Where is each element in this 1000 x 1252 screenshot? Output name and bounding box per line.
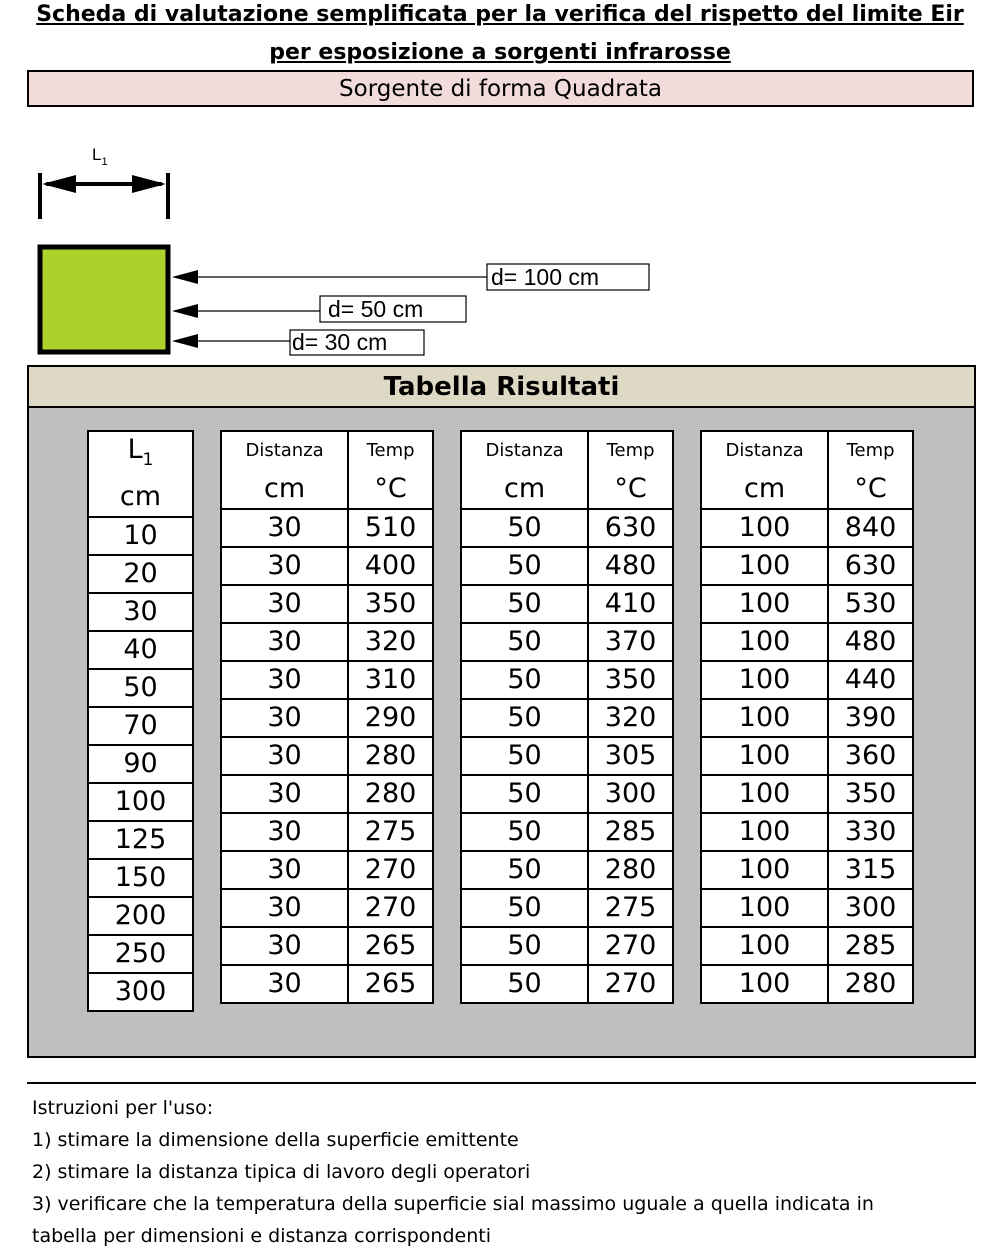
distance-cell: 30 <box>221 965 348 1003</box>
table-row <box>88 859 193 897</box>
distance-cell: 50 <box>461 851 588 889</box>
l1-cell: 90 <box>88 745 193 783</box>
table-row <box>461 851 673 889</box>
temperature-cell: 285 <box>828 927 913 965</box>
temperature-cell: 265 <box>348 965 433 1003</box>
distance-cell: 50 <box>461 585 588 623</box>
l1-cell: 50 <box>88 669 193 707</box>
distance-cell: 30 <box>221 547 348 585</box>
table-row <box>88 593 193 631</box>
table-row <box>701 623 913 661</box>
table-row <box>461 889 673 927</box>
table-row <box>461 509 673 547</box>
distance-cell: 50 <box>461 623 588 661</box>
table-row <box>221 813 433 851</box>
temperature-cell: 840 <box>828 509 913 547</box>
distance-header: Distanza <box>221 431 348 470</box>
distance-header: Distanza <box>461 431 588 470</box>
table-row <box>701 889 913 927</box>
temperature-cell: 280 <box>348 737 433 775</box>
temperature-cell: 290 <box>348 699 433 737</box>
table-row <box>701 585 913 623</box>
l1-cell: 150 <box>88 859 193 897</box>
temperature-cell: 300 <box>588 775 673 813</box>
temperature-cell: 530 <box>828 585 913 623</box>
temperature-cell: 390 <box>828 699 913 737</box>
distance-unit-header: cm <box>701 470 828 509</box>
results-panel <box>27 365 976 1058</box>
temperature-cell: 410 <box>588 585 673 623</box>
temperature-cell: 480 <box>588 547 673 585</box>
temperature-cell: 270 <box>348 851 433 889</box>
distance-unit-header: cm <box>461 470 588 509</box>
l1-cell: 100 <box>88 783 193 821</box>
l1-table <box>87 430 194 1012</box>
table-row <box>461 585 673 623</box>
temperature-cell: 370 <box>588 623 673 661</box>
distance-arrowhead-50 <box>172 304 198 318</box>
temperature-cell: 315 <box>828 851 913 889</box>
distance-cell: 100 <box>701 965 828 1003</box>
distance-unit-header: cm <box>221 470 348 509</box>
distance-cell: 50 <box>461 889 588 927</box>
temp-unit-header: °C <box>588 470 673 509</box>
distance-cell: 30 <box>221 661 348 699</box>
distance-cell: 100 <box>701 889 828 927</box>
results-group-50 <box>460 430 674 1004</box>
table-row <box>88 783 193 821</box>
table-row <box>221 699 433 737</box>
temperature-cell: 285 <box>588 813 673 851</box>
table-row <box>701 813 913 851</box>
instruction-step: 3) verificare che la temperatura della superficie sial massimo uguale a quella indicata in <box>32 1193 874 1215</box>
distance-cell: 50 <box>461 699 588 737</box>
distance-cell: 100 <box>701 927 828 965</box>
table-row <box>221 889 433 927</box>
distance-cell: 30 <box>221 889 348 927</box>
table-row <box>88 517 193 555</box>
distance-cell: 100 <box>701 813 828 851</box>
distance-cell: 100 <box>701 775 828 813</box>
table-row <box>221 623 433 661</box>
table-row <box>88 631 193 669</box>
table-row <box>701 509 913 547</box>
distance-arrowhead-100 <box>172 270 198 284</box>
temperature-cell: 280 <box>828 965 913 1003</box>
distance-cell: 100 <box>701 585 828 623</box>
table-row <box>221 927 433 965</box>
table-row <box>88 821 193 859</box>
temperature-cell: 630 <box>588 509 673 547</box>
table-row <box>221 965 433 1003</box>
temperature-cell: 400 <box>348 547 433 585</box>
distance-cell: 30 <box>221 699 348 737</box>
distance-cell: 100 <box>701 851 828 889</box>
l1-header: $L_1$ <box>88 431 193 478</box>
distance-cell: 50 <box>461 547 588 585</box>
distance-cell: 50 <box>461 813 588 851</box>
table-row <box>701 699 913 737</box>
table-row <box>701 547 913 585</box>
distance-cell: 30 <box>221 775 348 813</box>
table-row <box>461 623 673 661</box>
temperature-cell: 350 <box>588 661 673 699</box>
source-shape-subtitle <box>27 70 974 107</box>
temperature-cell: 275 <box>348 813 433 851</box>
distance-cell: 30 <box>221 813 348 851</box>
temp-header: Temp <box>828 431 913 470</box>
temperature-cell: 510 <box>348 509 433 547</box>
distance-cell: 30 <box>221 927 348 965</box>
table-row <box>461 547 673 585</box>
distance-cell: 100 <box>701 737 828 775</box>
distance-header: Distanza <box>701 431 828 470</box>
table-row <box>221 661 433 699</box>
results-heading: Tabella Risultati <box>29 367 974 408</box>
dimension-arrowhead-left <box>42 175 76 193</box>
l1-cell: 300 <box>88 973 193 1011</box>
temperature-cell: 320 <box>348 623 433 661</box>
instruction-step: tabella per dimensioni e distanza corrispondenti <box>32 1225 491 1247</box>
table-row <box>221 851 433 889</box>
table-row <box>88 745 193 783</box>
table-row <box>701 927 913 965</box>
temperature-cell: 350 <box>348 585 433 623</box>
table-row <box>461 965 673 1003</box>
l1-unit-header: cm <box>88 478 193 517</box>
distance-label-30: d= 30 cm <box>292 329 388 355</box>
table-row <box>221 547 433 585</box>
side-length-label: $L_1$ <box>92 145 108 168</box>
table-row <box>88 973 193 1011</box>
source-diagram <box>0 130 700 365</box>
table-row <box>461 775 673 813</box>
distance-cell: 30 <box>221 623 348 661</box>
table-row <box>461 661 673 699</box>
temperature-cell: 270 <box>588 927 673 965</box>
temperature-cell: 280 <box>588 851 673 889</box>
distance-cell: 100 <box>701 661 828 699</box>
l1-cell: 250 <box>88 935 193 973</box>
temperature-cell: 310 <box>348 661 433 699</box>
document-title-line-1: Scheda di valutazione semplificata per la verifica del rispetto del limite Eir <box>36 2 964 27</box>
distance-cell: 30 <box>221 851 348 889</box>
distance-label-50: d= 50 cm <box>328 296 424 322</box>
table-row <box>701 851 913 889</box>
temperature-cell: 630 <box>828 547 913 585</box>
distance-cell: 30 <box>221 737 348 775</box>
table-row <box>701 965 913 1003</box>
temperature-cell: 270 <box>588 965 673 1003</box>
table-row <box>88 897 193 935</box>
distance-label-100: d= 100 cm <box>491 264 600 290</box>
table-row <box>88 935 193 973</box>
instructions-heading: Istruzioni per l'uso: <box>32 1097 214 1119</box>
table-row <box>701 775 913 813</box>
l1-cell: 30 <box>88 593 193 631</box>
temperature-cell: 350 <box>828 775 913 813</box>
temp-unit-header: °C <box>828 470 913 509</box>
results-group-30 <box>220 430 434 1004</box>
distance-cell: 100 <box>701 547 828 585</box>
distance-cell: 30 <box>221 509 348 547</box>
distance-cell: 100 <box>701 699 828 737</box>
results-group-100 <box>700 430 914 1004</box>
l1-cell: 40 <box>88 631 193 669</box>
distance-cell: 100 <box>701 509 828 547</box>
distance-arrowhead-30 <box>172 334 198 348</box>
table-row <box>461 813 673 851</box>
temperature-cell: 300 <box>828 889 913 927</box>
temp-unit-header: °C <box>348 470 433 509</box>
temperature-cell: 275 <box>588 889 673 927</box>
instruction-step: 2) stimare la distanza tipica di lavoro degli operatori <box>32 1161 531 1183</box>
temp-header: Temp <box>348 431 433 470</box>
distance-cell: 50 <box>461 737 588 775</box>
table-row <box>88 669 193 707</box>
dimension-arrowhead-right <box>132 175 166 193</box>
temperature-cell: 320 <box>588 699 673 737</box>
distance-cell: 50 <box>461 927 588 965</box>
table-row <box>221 737 433 775</box>
temperature-cell: 280 <box>348 775 433 813</box>
l1-cell: 200 <box>88 897 193 935</box>
distance-cell: 50 <box>461 775 588 813</box>
distance-cell: 50 <box>461 509 588 547</box>
table-row <box>461 737 673 775</box>
square-source <box>40 247 168 352</box>
temperature-cell: 440 <box>828 661 913 699</box>
table-row <box>221 585 433 623</box>
l1-cell: 10 <box>88 517 193 555</box>
document-title-line-2: per esposizione a sorgenti infrarosse <box>269 40 731 65</box>
distance-cell: 50 <box>461 965 588 1003</box>
table-row <box>461 699 673 737</box>
table-row <box>461 927 673 965</box>
l1-cell: 20 <box>88 555 193 593</box>
distance-cell: 30 <box>221 585 348 623</box>
temperature-cell: 330 <box>828 813 913 851</box>
temperature-cell: 480 <box>828 623 913 661</box>
temperature-cell: 305 <box>588 737 673 775</box>
distance-cell: 50 <box>461 661 588 699</box>
table-row <box>221 775 433 813</box>
instructions <box>27 1082 976 1252</box>
l1-cell: 70 <box>88 707 193 745</box>
table-row <box>701 661 913 699</box>
table-row <box>701 737 913 775</box>
temperature-cell: 270 <box>348 889 433 927</box>
subtitle-text: Sorgente di forma Quadrata <box>339 75 662 102</box>
temperature-cell: 360 <box>828 737 913 775</box>
distance-cell: 100 <box>701 623 828 661</box>
temp-header: Temp <box>588 431 673 470</box>
table-row <box>88 555 193 593</box>
l1-cell: 125 <box>88 821 193 859</box>
table-row <box>88 707 193 745</box>
table-row <box>221 509 433 547</box>
temperature-cell: 265 <box>348 927 433 965</box>
instruction-step: 1) stimare la dimensione della superficie emittente <box>32 1129 519 1151</box>
